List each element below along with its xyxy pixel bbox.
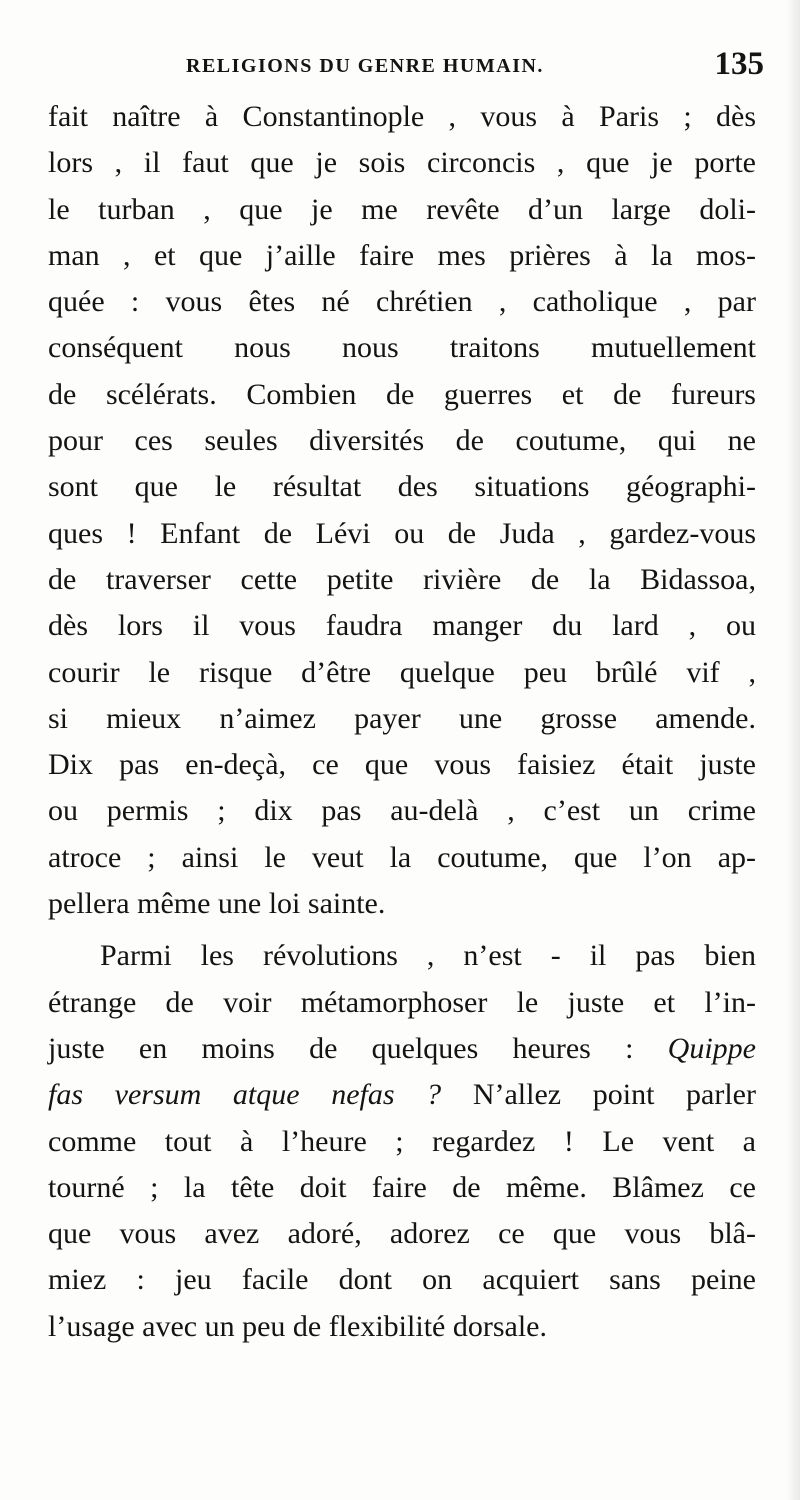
running-head bbox=[48, 46, 768, 92]
latin-quote-start: Quippe bbox=[667, 1031, 756, 1065]
text-line: fait naître à Constantinople , vous à Paris ; dès bbox=[48, 100, 756, 133]
text-line: si mieux n’aimez payer une grosse amende. bbox=[48, 701, 756, 735]
body-text bbox=[48, 94, 756, 1350]
text-line: ques ! Enfant de Lévi ou de Juda , gardez-vous bbox=[48, 516, 756, 550]
text-line: conséquent nous nous traitons mutuellement bbox=[48, 331, 756, 365]
text-line: dès lors il vous faudra manger du lard , ou bbox=[48, 609, 756, 643]
text-line: de scélérats. Combien de guerres et de fureurs bbox=[48, 377, 756, 411]
text-fragment: N’allez point parler bbox=[441, 1078, 756, 1112]
page-edge-shadow bbox=[786, 0, 800, 1500]
text-line: quée : vous êtes né chrétien , catholique , par bbox=[48, 285, 756, 319]
page-number: 135 bbox=[714, 46, 764, 82]
text-line: pour ces seules diversités de coutume, qui ne bbox=[48, 424, 756, 458]
text-line: courir le risque d’être quelque peu brûlé vif , bbox=[48, 655, 756, 689]
text-line: atroce ; ainsi le veut la coutume, que l’on ap- bbox=[48, 840, 756, 874]
text-line: que vous avez adoré, adorez ce que vous blâ- bbox=[48, 1217, 756, 1251]
text-line: étrange de voir métamorphoser le juste et l’in- bbox=[48, 985, 756, 1019]
paragraph-1 bbox=[48, 94, 756, 927]
text-line: Dix pas en-deçà, ce que vous faisiez était juste bbox=[48, 748, 756, 782]
text-line: le turban , que je me revête d’un large doli- bbox=[48, 192, 756, 226]
text-line: comme tout à l’heure ; regardez ! Le vent a bbox=[48, 1124, 756, 1158]
paragraph-2 bbox=[48, 933, 756, 1350]
text-line: Parmi les révolutions , n’est - il pas bien bbox=[100, 939, 756, 973]
text-line-with-italic bbox=[48, 1026, 756, 1072]
text-line: man , et que j’aille faire mes prières à la mos- bbox=[48, 238, 756, 272]
text-line: ou permis ; dix pas au-delà , c’est un crime bbox=[48, 794, 756, 828]
text-line: miez : jeu facile dont on acquiert sans peine bbox=[48, 1263, 756, 1297]
text-line: lors , il faut que je sois circoncis , que je porte bbox=[48, 146, 756, 180]
text-line-with-italic bbox=[48, 1072, 756, 1118]
text-line: sont que le résultat des situations géographi- bbox=[48, 470, 756, 504]
running-head-title: RELIGIONS DU GENRE HUMAIN. bbox=[186, 55, 544, 77]
text-fragment: juste en moins de quelques heures : bbox=[48, 1031, 668, 1065]
latin-quote-end: fas versum atque nefas ? bbox=[48, 1078, 442, 1112]
text-line: de traverser cette petite rivière de la Bidassoa, bbox=[48, 562, 756, 596]
text-line: l’usage avec un peu de flexibilité dorsale. bbox=[48, 1309, 547, 1343]
text-line: pellera même une loi sainte. bbox=[48, 887, 386, 921]
text-line: tourné ; la tête doit faire de même. Blâmez ce bbox=[48, 1170, 756, 1204]
